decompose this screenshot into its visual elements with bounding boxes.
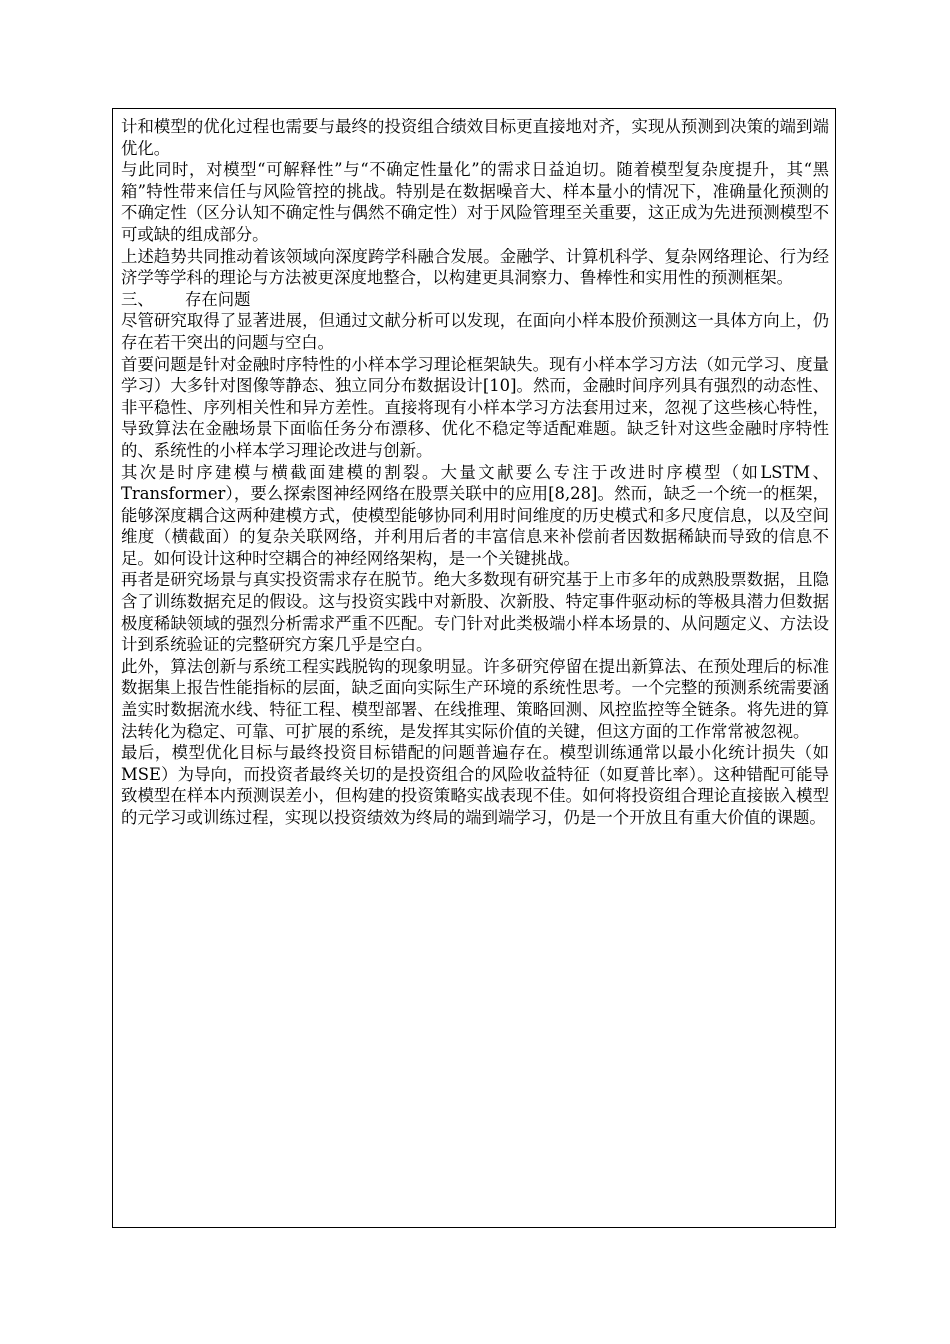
paragraph: 再者是研究场景与真实投资需求存在脱节。绝大多数现有研究基于上市多年的成熟股票数据，且隐含了训练数据充足的假设。这与投资实践中对新股、次新股、特定事件驱动标的等极具潜力但数据极度稀缺领域的强烈分析需求严重不匹配。专门针对此类极端小样本场景的、从问题定义、方法设计到系统验证的完整研究方案几乎是空白。 (121, 570, 829, 655)
paragraph: 其次是时序建模与横截面建模的割裂。大量文献要么专注于改进时序模型（如LSTM、Transformer），要么探索图神经网络在股票关联中的应用[8,28]。然而，缺乏一个统一的框架，能够深度耦合这两种建模方式，使模型能够协同利用时间维度的历史模式和多尺度信息，以及空间维度（横截面）的复杂关联网络，并利用后者的丰富信息来补偿前者因数据稀缺而导致的信息不足。如何设计这种时空耦合的神经网络架构，是一个关键挑战。 (121, 462, 829, 568)
paragraph: 首要问题是针对金融时序特性的小样本学习理论框架缺失。现有小样本学习方法（如元学习、度量学习）大多针对图像等静态、独立同分布数据设计[10]。然而，金融时间序列具有强烈的动态性、非平稳性、序列相关性和异方差性。直接将现有小样本学习方法套用过来，忽视了这些核心特性，导致算法在金融场景下面临任务分布漂移、优化不稳定等适配难题。缺乏针对这些金融时序特性的、系统性的小样本学习理论改进与创新。 (121, 354, 829, 460)
document-body (121, 116, 829, 829)
paragraph: 与此同时，对模型“可解释性”与“不确定性量化”的需求日益迫切。随着模型复杂度提升，其“黑箱”特性带来信任与风险管控的挑战。特别是在数据噪音大、样本量小的情况下，准确量化预测的不确定性（区分认知不确定性与偶然不确定性）对于风险管理至关重要，这正成为先进预测模型不可或缺的组成部分。 (121, 160, 829, 244)
paragraph: 最后，模型优化目标与最终投资目标错配的问题普遍存在。模型训练通常以最小化统计损失（如MSE）为导向，而投资者最终关切的是投资组合的风险收益特征（如夏普比率）。这种错配可能导致模型在样本内预测误差小，但构建的投资策略实战表现不佳。如何将投资组合理论直接嵌入模型的元学习或训练过程，实现以投资绩效为终局的端到端学习，仍是一个开放且有重大价值的课题。 (121, 743, 829, 827)
paragraph: 计和模型的优化过程也需要与最终的投资组合绩效目标更直接地对齐，实现从预测到决策的端到端优化。 (121, 117, 829, 158)
section-number: 三、 (121, 289, 154, 309)
section-title: 存在问题 (185, 289, 251, 309)
paragraph: 尽管研究取得了显著进展，但通过文献分析可以发现，在面向小样本股价预测这一具体方向上，仍存在若干突出的问题与空白。 (121, 311, 829, 352)
paragraph: 此外，算法创新与系统工程实践脱钩的现象明显。许多研究停留在提出新算法、在预处理后的标准数据集上报告性能指标的层面，缺乏面向实际生产环境的系统性思考。一个完整的预测系统需要涵盖实时数据流水线、特征工程、模型部署、在线推理、策略回测、风控监控等全链条。将先进的算法转化为稳定、可靠、可扩展的系统，是发挥其实际价值的关键，但这方面的工作常常被忽视。 (121, 656, 829, 741)
section-heading (121, 289, 829, 311)
paragraph: 上述趋势共同推动着该领域向深度跨学科融合发展。金融学、计算机科学、复杂网络理论、行为经济学等学科的理论与方法被更深度地整合，以构建更具洞察力、鲁棒性和实用性的预测框架。 (121, 246, 829, 288)
